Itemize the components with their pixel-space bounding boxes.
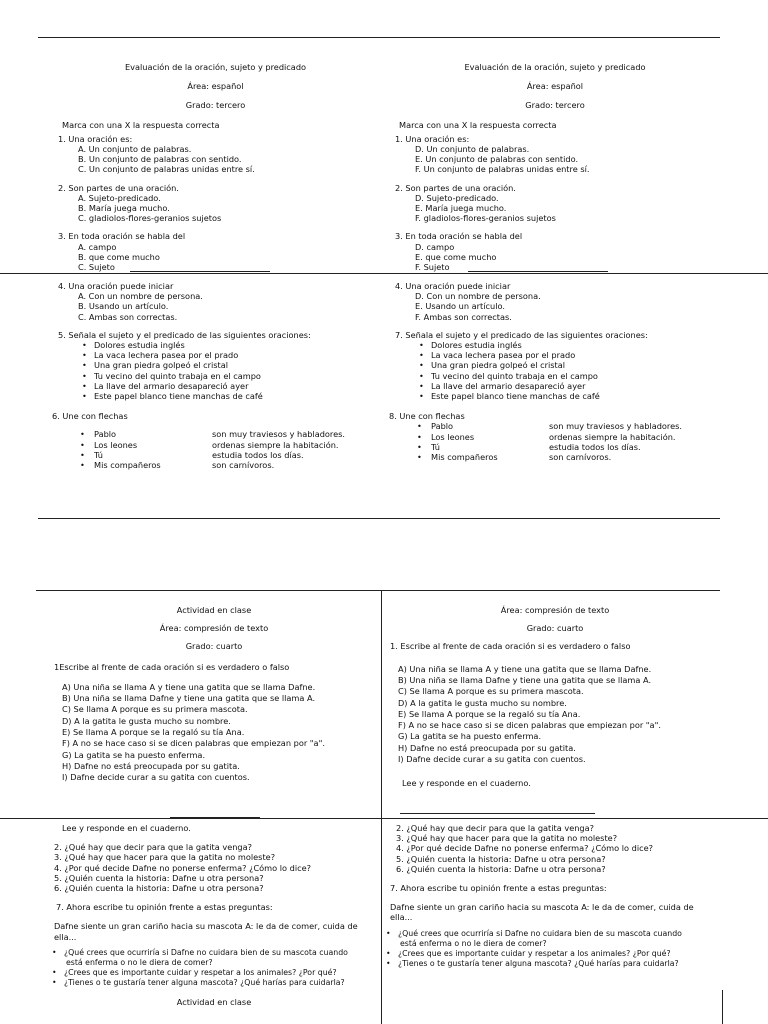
exam-area: Área: español [526,81,584,92]
opinion-list [390,929,720,970]
question-item: 6. ¿Quién cuenta la historia: Dafne u otra persona? [54,883,264,894]
opinion-item: • ¿Crees que es importante cuidar y respetar a los animales? ¿Por qué? [66,968,374,978]
question-7: 7. Señala el sujeto y el predicado de las siguientes oraciones: • Dolores estudia inglés • La vaca lechera pasea por el prado • Una gran piedra golpeó el cristal • Tu vecino del quinto trabaja en el campo • La llave del armario desapareció ayer • Este papel blanco tiene manchas de café [395,330,725,401]
option: B. que come mucho [78,251,160,262]
question-list [54,842,374,893]
option: E. Un conjunto de palabras con sentido. [415,154,579,165]
option: A. Con un nombre de persona. [78,291,203,302]
answer-line [130,271,270,272]
opinion-item: • ¿Tienes o te gustaría tener alguna mascota? ¿Qué harías para cuidarla? [400,959,720,969]
tf-instruction: 1Escribe al frente de cada oración si es verdadero o falso [54,661,290,672]
tf-item: C) Se llama A porque es su primera mascota. [62,704,248,715]
page-edge-mark [722,990,723,1024]
option: E. Usando un artículo. [415,301,505,312]
tf-item: C) Se llama A porque es su primera mascota. [398,686,584,697]
option: D. campo [415,241,455,252]
tf-item: B) Una niña se llama Dafne y tiene una gatita que se llama A. [398,674,652,685]
opinion-item: • ¿Qué crees que ocurriría si Dafne no cuidara bien de su mascota cuando está enferma o no le diera de comer? [66,948,366,968]
option: F. Ambas son correctas. [415,311,512,322]
exam-left-bottom [52,281,378,471]
match-pair: • Mis compañeros son carnívoros. [417,452,725,462]
option: C. Sujeto [78,262,115,273]
question-5: 5. Señala el sujeto y el predicado de las siguientes oraciones: • Dolores estudia inglés • La vaca lechera pasea por el prado • Una gran piedra golpeó el cristal • Tu vecino del quinto trabaja en el campo • La llave del armario desapareció ayer • Este papel blanco tiene manchas de café [58,330,378,401]
opinion-item: • ¿Crees que es importante cuidar y respetar a los animales? ¿Por qué? [400,949,720,959]
activity-area: Área: compresión de texto [500,605,610,615]
activity-grade: Grado: cuarto [526,623,584,634]
activity-left-top [54,605,374,783]
exam-area: Área: español [187,81,244,92]
tf-item: I) Dafne decide curar a su gatita con cuentos. [398,753,586,764]
tf-item: A) Una niña se llama A y tiene una gatita que se llama Dafne. [62,681,316,692]
tf-item: E) Se llama A porque se la regaló su tía Ana. [398,708,581,719]
sentence-item: • Este papel blanco tiene manchas de café [433,391,725,401]
tf-item: E) Se llama A porque se la regaló su tía Ana. [62,727,245,737]
option: D. Sujeto-predicado. [415,192,499,203]
activity-top-rule [36,590,720,591]
sentence-item: • Dolores estudia inglés [433,340,725,350]
tf-item: A) Una niña se llama A y tiene una gatita que se llama Dafne. [398,663,652,674]
tf-list [54,682,374,783]
question-item: 4. ¿Por qué decide Dafne no ponerse enferma? ¿Cómo lo dice? [396,843,654,854]
read-instruction: Lee y responde en el cuaderno. [402,778,531,789]
option: E. María juega mucho. [415,203,507,214]
activity-right-bottom [390,823,720,969]
question-2: 2. Son partes de una oración. D. Sujeto-predicado. E. María juega mucho. F. gladiolos-flores-geranios sujetos [395,183,715,224]
exam-left-top [58,62,373,272]
tf-list [390,664,720,765]
match-pair: • Los leones ordenas siempre la habitación. [417,432,725,442]
sentence-item: • Tu vecino del quinto trabaja en el campo [96,371,378,381]
tf-item: H) Dafne no está preocupada por su gatita. [62,760,240,771]
tf-item: F) A no se hace caso si se dicen palabras que empiezan por "a". [398,720,661,731]
sentence-item: • Tu vecino del quinto trabaja en el campo [433,371,725,381]
question-list [390,823,720,874]
answer-line [468,271,608,272]
sentence-item: • La llave del armario desapareció ayer [96,381,378,391]
option: A. Un conjunto de palabras. [78,144,192,155]
question-4: 4. Una oración puede iniciar D. Con un nombre de persona. E. Usando un artículo. F. Ambas son correctas. [395,281,725,322]
option: D. Un conjunto de palabras. [415,144,530,155]
answer-line [400,813,595,814]
option: C. Ambas son correctas. [78,311,178,322]
question-2: 2. Son partes de una oración. A. Sujeto-predicado. B. María juega mucho. C. gladiolos-flores-geranios sujetos [58,183,373,224]
option: C. gladiolos-flores-geranios sujetos [78,213,222,224]
activity-title: Actividad en clase [176,996,252,1007]
question-item: 3. ¿Qué hay que hacer para que la gatita no moleste? [396,833,618,844]
sentence-item: • La vaca lechera pasea por el prado [433,350,725,360]
option: B. María juega mucho. [78,203,170,214]
sentence-item: • La vaca lechera pasea por el prado [96,350,378,360]
option: A. Sujeto-predicado. [78,192,161,203]
match-pair: • Mis compañeros son carnívoros. [80,460,378,470]
exam-instruction: Marca con una X la respuesta correcta [399,119,557,130]
tf-item: D) A la gatita le gusta mucho su nombre. [398,697,567,708]
tf-item: B) Una niña se llama Dafne y tiene una gatita que se llama A. [62,693,316,704]
exam-title: Evaluación de la oración, sujeto y predicado [464,62,646,72]
option: B. Usando un artículo. [78,301,169,312]
match-pair: • Pablo son muy traviesos y habladores. [417,421,725,431]
match-pair: • Tú estudia todos los días. [80,450,378,460]
tf-instruction: 1. Escribe al frente de cada oración si es verdadero o falso [390,641,631,652]
story-text: Dafne siente un gran cariño hacia su mascota A: le da de comer, cuida de ella... [390,902,694,923]
tf-item: I) Dafne decide curar a su gatita con cuentos. [62,772,250,783]
sentence-item: • Dolores estudia inglés [96,340,378,350]
opinion-list [54,948,374,989]
question-item: 3. ¿Qué hay que hacer para que la gatita no moleste? [54,852,276,863]
tf-item: G) La gatita se ha puesto enferma. [398,731,542,742]
question-item: 4. ¿Por qué decide Dafne no ponerse enferma? ¿Cómo lo dice? [54,862,312,873]
question-3: 3. En toda oración se habla del A. campo B. que come mucho C. Sujeto [58,231,373,272]
activity-area: Área: compresión de texto [159,623,269,634]
question-item: 6. ¿Quién cuenta la historia: Dafne u otra persona? [396,863,606,874]
exam-grade: Grado: tercero [185,100,246,111]
match-pair: • Los leones ordenas siempre la habitación. [80,440,378,450]
activity-page-rule [0,818,768,819]
option: F. gladiolos-flores-geranios sujetos [415,213,556,224]
sentence-item: • La llave del armario desapareció ayer [433,381,725,391]
option: F. Sujeto [415,262,450,273]
activity-left-bottom [54,823,374,1016]
tf-item: G) La gatita se ha puesto enferma. [62,749,206,760]
question-4: 4. Una oración puede iniciar A. Con un nombre de persona. B. Usando un artículo. C. Ambas son correctas. [58,281,378,322]
activity-right-top [390,605,720,788]
opinion-instruction: 7. Ahora escribe tu opinión frente a estas preguntas: [390,883,607,894]
answer-line [170,817,260,818]
question-item: 5. ¿Quién cuenta la historia: Dafne u otra persona? [396,853,606,864]
activity-divider [381,590,382,1024]
tf-item: D) A la gatita le gusta mucho su nombre. [62,715,231,726]
option: F. Un conjunto de palabras unidas entre sí. [415,164,590,175]
tf-item: H) Dafne no está preocupada por su gatita. [398,742,576,753]
question-6: 6. Une con flechas • Pablo son muy traviesos y habladores. • Los leones ordenas siempre la habitación. • Tú estudia todos los días. • Mis compañeros son carnívoros. [52,411,378,470]
sentence-item: • Una gran piedra golpeó el cristal [433,360,725,370]
question-item: 2. ¿Qué hay que decir para que la gatita venga? [54,842,252,853]
exam-title: Evaluación de la oración, sujeto y predicado [124,62,307,72]
opinion-item: • ¿Tienes o te gustaría tener alguna mascota? ¿Qué harías para cuidarla? [66,978,374,988]
option: E. que come mucho [415,251,497,262]
question-item: 2. ¿Qué hay que decir para que la gatita venga? [396,823,594,833]
exam-right-bottom [389,281,725,463]
tf-item: F) A no se hace caso si se dicen palabras que empiezan por "a". [62,738,325,749]
story-text: Dafne siente un gran cariño hacia su mascota A: le da de comer, cuida de ella... [54,921,358,942]
top-rule [38,37,720,38]
question-item: 5. ¿Quién cuenta la historia: Dafne u otra persona? [54,872,264,883]
read-instruction: Lee y responde en el cuaderno. [62,823,191,833]
question-8: 8. Une con flechas • Pablo son muy traviesos y habladores. • Los leones ordenas siempre la habitación. • Tú estudia todos los días. • Mis compañeros son carnívoros. [389,411,725,462]
section-end-rule [38,518,720,519]
opinion-item: • ¿Qué crees que ocurriría si Dafne no cuidara bien de su mascota cuando está enferma o no le diera de comer? [400,929,700,949]
question-3: 3. En toda oración se habla del D. campo E. que come mucho F. Sujeto [395,231,715,272]
activity-title: Actividad en clase [176,605,252,615]
match-pair: • Tú estudia todos los días. [417,442,725,452]
sentence-item: • Una gran piedra golpeó el cristal [96,360,378,370]
opinion-instruction: 7. Ahora escribe tu opinión frente a estas preguntas: [56,902,273,913]
question-1: 1. Una oración es: A. Un conjunto de palabras. B. Un conjunto de palabras con sentido. C. Un conjunto de palabras unidas entre sí. [58,134,373,175]
middle-rule [0,273,768,274]
option: D. Con un nombre de persona. [415,291,541,302]
exam-right-top [395,62,715,272]
sentence-item: • Este papel blanco tiene manchas de café [96,391,378,401]
activity-grade: Grado: cuarto [185,641,243,652]
option: B. Un conjunto de palabras con sentido. [78,154,242,165]
option: A. campo [78,241,117,252]
match-pair: • Pablo son muy traviesos y habladores. [80,429,378,439]
option: C. Un conjunto de palabras unidas entre sí. [78,164,255,175]
exam-grade: Grado: tercero [525,100,585,111]
exam-instruction: Marca con una X la respuesta correcta [62,119,220,130]
question-1: 1. Una oración es: D. Un conjunto de palabras. E. Un conjunto de palabras con sentido. F. Un conjunto de palabras unidas entre sí. [395,134,715,175]
